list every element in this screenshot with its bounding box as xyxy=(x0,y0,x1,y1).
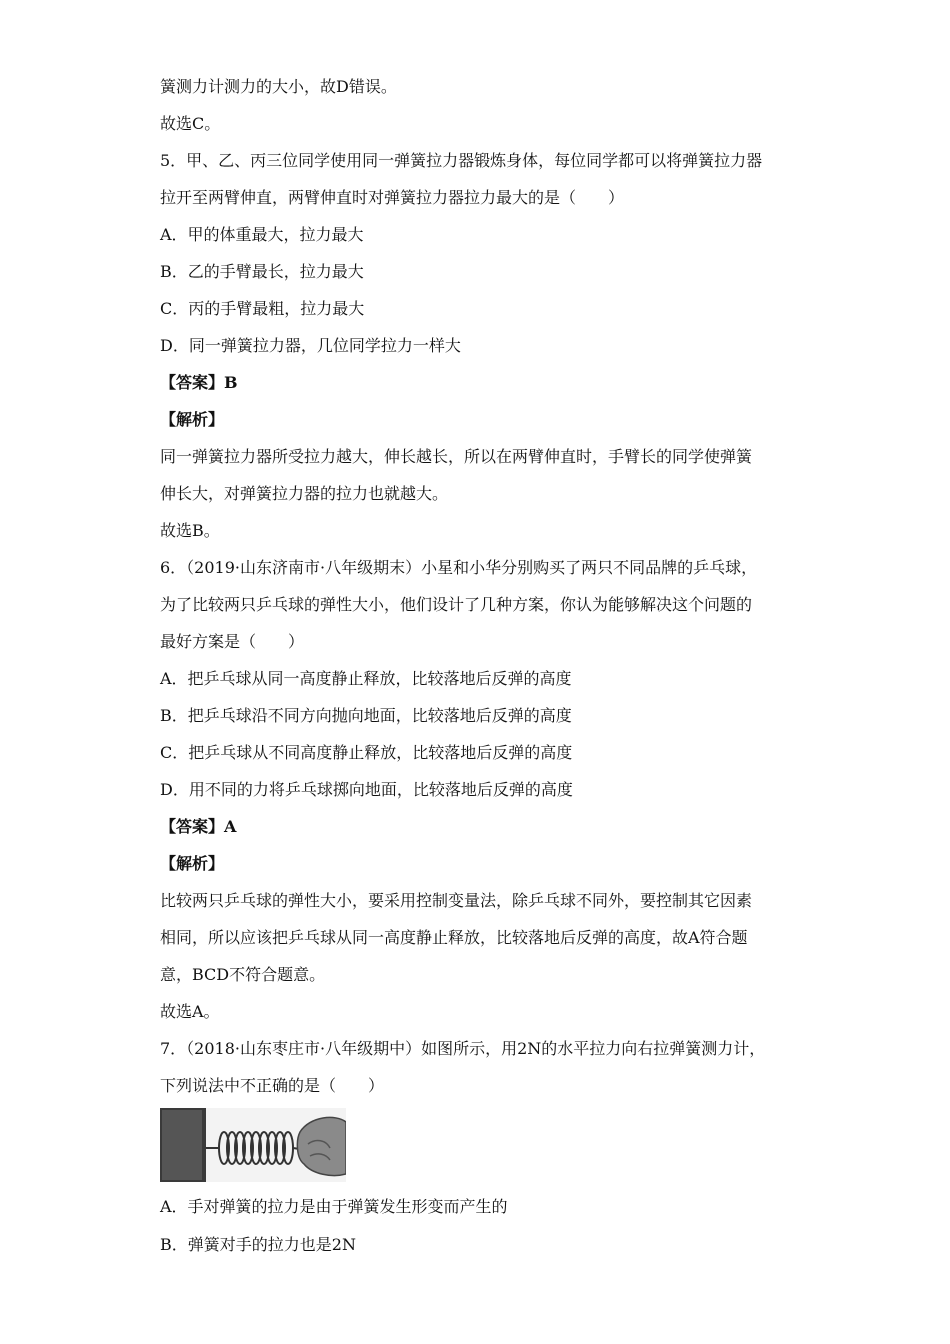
option-b: B．弹簧对手的拉力也是2N xyxy=(160,1235,356,1254)
analysis-label: 【解析】 xyxy=(160,410,225,429)
option-b: B．乙的手臂最长，拉力最大 xyxy=(160,262,364,281)
conclusion: 故选B。 xyxy=(160,521,220,540)
option-a: A．甲的体重最大，拉力最大 xyxy=(160,225,364,244)
option-c: C．丙的手臂最粗，拉力最大 xyxy=(160,299,365,318)
question-7-stem: 7．（2018·山东枣庄市·八年级期中）如图所示，用2N的水平拉力向右拉弹簧测力计， xyxy=(160,1039,766,1058)
analysis-text: 意，BCD不符合题意。 xyxy=(160,965,326,984)
question-5-stem: 拉开至两臂伸直，两臂伸直时对弹簧拉力器拉力最大的是（ ） xyxy=(160,188,625,207)
analysis-text: 相同，所以应该把乒乓球从同一高度静止释放，比较落地后反弹的高度，故A符合题 xyxy=(160,928,748,947)
option-c: C．把乒乓球从不同高度静止释放，比较落地后反弹的高度 xyxy=(160,743,573,762)
option-b: B．把乒乓球沿不同方向抛向地面，比较落地后反弹的高度 xyxy=(160,706,572,725)
option-d: D．同一弹簧拉力器，几位同学拉力一样大 xyxy=(160,336,461,355)
option-a: A．手对弹簧的拉力是由于弹簧发生形变而产生的 xyxy=(160,1197,508,1216)
question-6-stem: 6．（2019·山东济南市·八年级期末）小星和小华分别购买了两只不同品牌的乒乓球， xyxy=(160,558,758,577)
answer-label: 【答案】A xyxy=(160,817,237,836)
question-6-stem: 为了比较两只乒乓球的弹性大小，他们设计了几种方案，你认为能够解决这个问题的 xyxy=(160,595,753,614)
question-6-stem: 最好方案是（ ） xyxy=(160,632,305,651)
spring-scale-figure xyxy=(160,1108,346,1182)
question-7-stem: 下列说法中不正确的是（ ） xyxy=(160,1076,385,1095)
answer-label: 【答案】B xyxy=(160,373,238,392)
option-a: A．把乒乓球从同一高度静止释放，比较落地后反弹的高度 xyxy=(160,669,572,688)
text-line: 故选C。 xyxy=(160,114,221,133)
text-line: 簧测力计测力的大小，故D错误。 xyxy=(160,77,397,96)
spring-illustration xyxy=(160,1108,346,1182)
analysis-text: 比较两只乒乓球的弹性大小，要采用控制变量法，除乒乓球不同外，要控制其它因素 xyxy=(160,891,753,910)
option-d: D．用不同的力将乒乓球掷向地面，比较落地后反弹的高度 xyxy=(160,780,573,799)
analysis-label: 【解析】 xyxy=(160,854,225,873)
analysis-text: 同一弹簧拉力器所受拉力越大，伸长越长，所以在两臂伸直时，手臂长的同学使弹簧 xyxy=(160,447,753,466)
conclusion: 故选A。 xyxy=(160,1002,220,1021)
question-5-stem: 5．甲、乙、丙三位同学使用同一弹簧拉力器锻炼身体，每位同学都可以将弹簧拉力器 xyxy=(160,151,763,170)
analysis-text: 伸长大，对弹簧拉力器的拉力也就越大。 xyxy=(160,484,449,503)
